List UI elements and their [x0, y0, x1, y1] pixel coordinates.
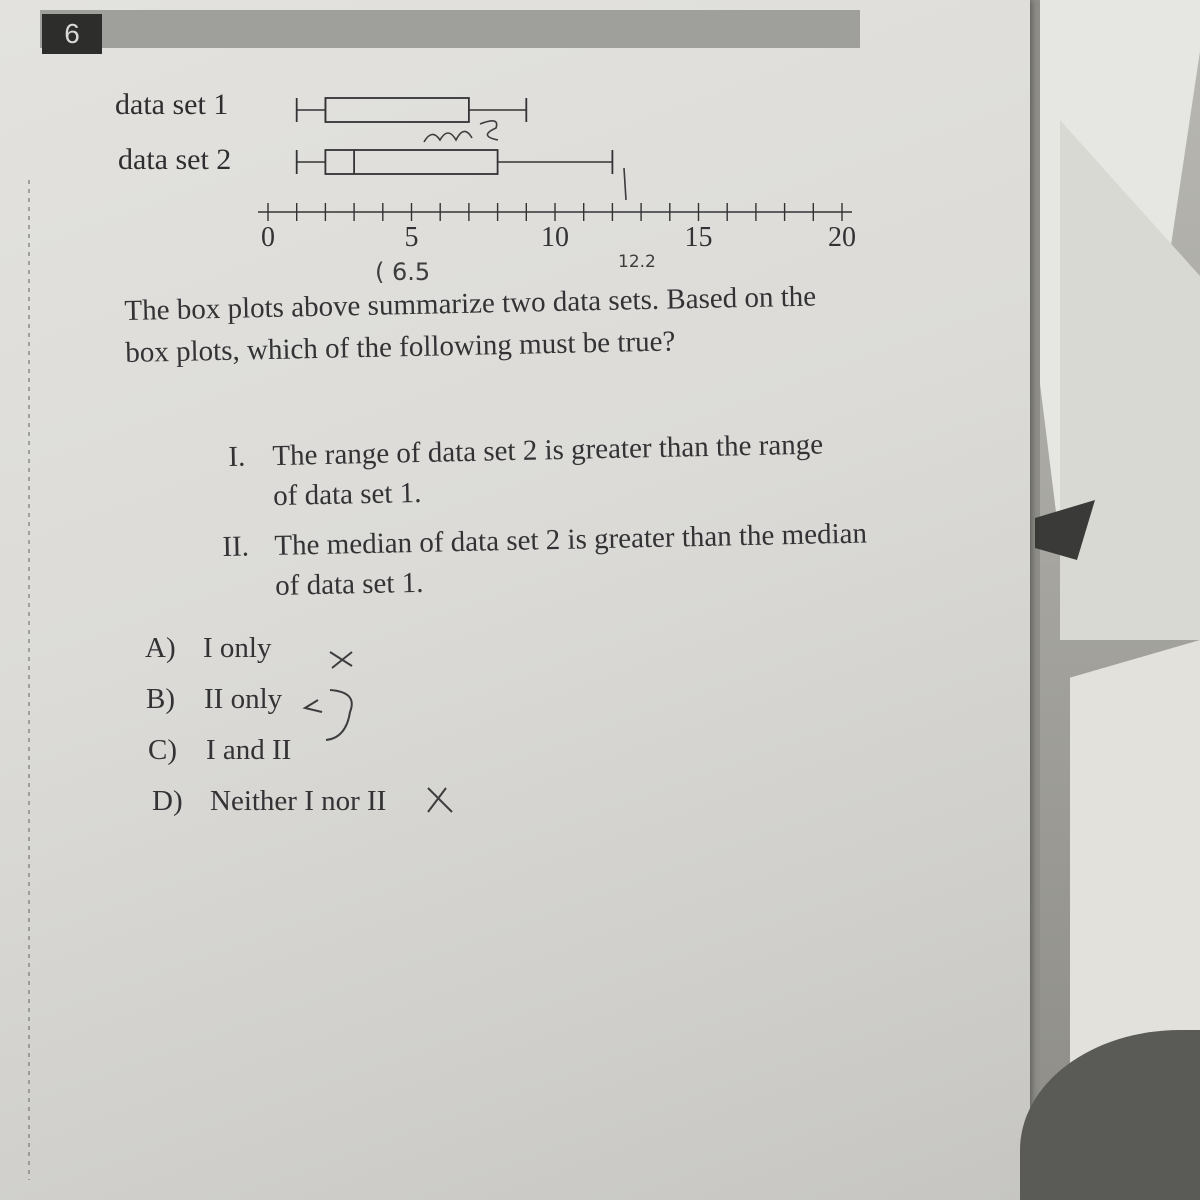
statement-text: The range of data set 2 is greater than the range of data set 1.: [272, 428, 824, 513]
statement-numeral: I.: [228, 440, 246, 473]
answer-choice-c[interactable]: [148, 734, 291, 767]
question-number: 6: [42, 14, 102, 54]
box-iqr: [325, 98, 469, 122]
choice-text: Neither I nor II: [210, 785, 387, 817]
choice-text: I and II: [206, 734, 292, 766]
x-tick-label: 10: [541, 222, 569, 253]
statement-numeral: II.: [222, 530, 250, 563]
choice-text: I only: [203, 632, 272, 664]
x-tick-label: 0: [261, 222, 275, 253]
pencil-scribble-mark: [305, 690, 352, 740]
choice-text: II only: [204, 683, 283, 715]
series-label-data-set-2: data set 2: [118, 143, 232, 176]
handwritten-note: ( 6.5: [375, 258, 431, 286]
pencil-cross-mark: [330, 652, 352, 668]
x-tick-label: 15: [684, 222, 713, 253]
series-label-data-set-1: data set 1: [115, 88, 229, 121]
x-tick-label: 20: [828, 222, 856, 253]
page-binding-edge: [28, 180, 30, 1180]
x-tick-label: 5: [404, 222, 419, 253]
question-text: The box plots above summarize two data sets. Based on the box plots, which of the following must be true?: [124, 280, 817, 369]
choice-letter: C): [148, 734, 177, 766]
answer-choice-d[interactable]: [152, 785, 386, 818]
choice-letter: B): [146, 683, 175, 715]
choice-letter: D): [152, 785, 183, 817]
choice-letter: A): [145, 632, 176, 664]
box-plot-chart: [0, 0, 1030, 300]
statement-ii: [222, 513, 884, 607]
statement-i: [228, 424, 850, 517]
answer-choice-a[interactable]: [145, 632, 271, 665]
box-iqr: [325, 150, 497, 174]
pencil-cross-mark: [428, 788, 452, 812]
handwritten-note: 12.2: [618, 252, 656, 272]
statement-text: The median of data set 2 is greater than the median of data set 1.: [274, 517, 868, 602]
answer-choice-b[interactable]: [146, 683, 282, 716]
